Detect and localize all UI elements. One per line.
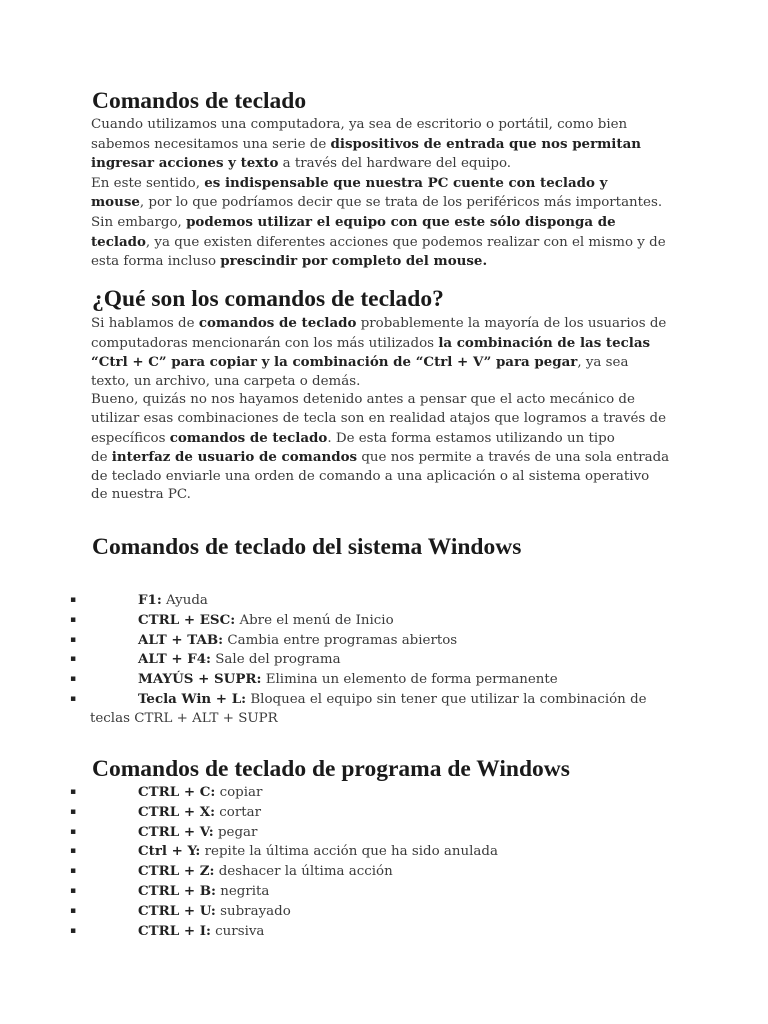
text-line [91,116,691,135]
shortcut-description: Ayuda [161,593,208,608]
text-run: , ya que existen diferentes acciones que podemos realizar con el mismo y de [145,234,666,250]
square-bullet-icon: ▪ [70,674,77,685]
square-bullet-icon: ▪ [70,826,77,837]
shortcut-description: Bloquea el equipo sin tener que utilizar la combinación de [246,691,647,707]
text-run: de teclado enviarle una orden de comando a una aplicación o al sistema operativo [91,468,650,484]
windows-program-commands-list [0,783,700,941]
command-list-item [0,631,700,651]
text-line [91,468,691,487]
text-line [91,448,691,468]
command-text [0,803,700,823]
text-line [91,252,691,272]
shortcut-description: Abre el menú de Inicio [235,612,394,628]
shortcut-key: F1: [138,592,162,608]
square-bullet-icon: ▪ [70,654,77,665]
bold-text: interfaz de usuario de comandos [111,449,358,466]
shortcut-description: deshacer la última acción [214,864,393,880]
shortcut-description: cortar [215,804,262,820]
square-bullet-icon: ▪ [70,614,77,625]
square-bullet-icon: ▪ [70,866,77,877]
text-run: de nuestra PC. [91,487,191,503]
command-list-item [0,922,700,942]
square-bullet-icon: ▪ [70,925,77,936]
command-text [0,591,700,611]
text-line [91,353,691,373]
text-run: esta forma incluso [91,254,221,270]
text-run: de [91,450,112,466]
text-run: que nos permite a través de una sola entrada [357,450,670,466]
shortcut-description: copiar [215,785,263,800]
square-bullet-icon: ▪ [70,595,77,605]
shortcut-key: Tecla Win + L: [138,690,247,707]
bold-text: “Ctrl + C” para copiar y la combinación de “Ctrl + V” para pegar [91,354,578,371]
bold-text: la combinación de las teclas [438,334,651,351]
command-text [0,611,700,631]
shortcut-description: repite la última acción que ha sido anulada [200,844,498,860]
windows-system-commands-list [0,591,700,729]
command-text [0,882,700,902]
text-run: texto, un archivo, una carpeta o demás. [91,373,361,389]
text-run: específicos [91,430,170,446]
bold-text: ingresar acciones y texto [91,155,279,172]
text-run: Sin embargo, [91,214,187,230]
shortcut-key: CTRL + ESC: [138,611,236,628]
shortcut-key: CTRL + Z: [138,863,215,880]
command-text [0,922,700,942]
text-line [91,486,691,505]
shortcut-description: pegar [213,824,258,840]
command-list-item [0,783,700,803]
text-run: Cuando utilizamos una computadora, ya sea de escritorio o portátil, como bien [91,117,628,132]
command-text [0,902,700,922]
command-list-item [0,803,700,823]
text-line [91,213,691,233]
shortcut-key: Ctrl + Y: [138,843,201,860]
bold-text: dispositivos de entrada que nos permitan [330,135,641,152]
command-text [0,631,700,651]
section-heading-windows-program: Comandos de teclado de programa de Windows [92,756,570,782]
square-bullet-icon: ▪ [70,905,77,916]
shortcut-key: CTRL + B: [138,882,216,899]
shortcut-description: Elimina un elemento de forma permanente [261,672,558,688]
shortcut-key: CTRL + X: [138,803,216,820]
page-title: Comandos de teclado [92,88,307,114]
text-run: , ya sea [577,355,629,371]
shortcut-description: Cambia entre programas abiertos [223,632,458,648]
shortcut-key: CTRL + V: [138,823,214,840]
square-bullet-icon: ▪ [70,846,77,857]
command-list-item [0,690,700,729]
text-run: En este sentido, [91,175,205,191]
text-run: a través del hardware del equipo. [278,156,512,172]
shortcut-key: CTRL + I: [138,922,211,939]
text-line [91,193,691,213]
command-text [0,650,700,670]
text-run: . De esta forma estamos utilizando un tipo [327,430,615,446]
command-list-item [0,591,700,611]
text-line [91,334,691,354]
text-line [91,391,691,410]
what-are-paragraph [91,314,691,505]
square-bullet-icon: ▪ [70,885,77,896]
shortcut-key: ALT + TAB: [138,631,224,648]
shortcut-key: MAYÚS + SUPR: [138,671,262,688]
text-line [91,135,691,155]
section-heading-windows-system: Comandos de teclado del sistema Windows [92,534,522,560]
command-list-item [0,882,700,902]
command-text [0,862,700,882]
text-line [91,314,691,334]
shortcut-description: cursiva [210,923,265,939]
text-line [91,373,691,392]
text-run: computadoras mencionarán con los más utilizados [91,335,439,351]
command-list-item [0,862,700,882]
shortcut-description: subrayado [215,903,291,919]
bold-text: es indispensable que nuestra PC cuente con teclado y [204,174,608,191]
square-bullet-icon: ▪ [70,806,77,817]
command-text [0,670,700,690]
shortcut-description: negrita [215,883,270,899]
text-line [91,174,691,194]
bold-text: mouse [91,194,140,211]
bold-text: podemos utilizar el equipo con que este sólo disponga de [186,213,616,230]
command-list-item [0,670,700,690]
square-bullet-icon: ▪ [70,693,77,704]
text-line [91,429,691,449]
text-line [91,154,691,174]
command-list-item [0,650,700,670]
text-run: utilizar esas combinaciones de tecla son en realidad atajos que logramos a través de [91,410,667,426]
bold-text: comandos de teclado [169,429,328,446]
square-bullet-icon: ▪ [70,787,77,797]
shortcut-key: CTRL + U: [138,902,216,919]
text-line [91,233,691,253]
command-list-item [0,842,700,862]
shortcut-key: ALT + F4: [138,651,211,668]
text-line [91,410,691,429]
command-text [0,783,700,803]
shortcut-key: CTRL + C: [138,784,216,800]
text-run: Si hablamos de [91,316,199,331]
bold-text: teclado [91,233,146,250]
shortcut-description-continued: teclas CTRL + ALT + SUPR [90,710,278,726]
section-heading-what-are: ¿Qué son los comandos de teclado? [92,286,444,312]
text-run: Bueno, quizás no nos hayamos detenido antes a pensar que el acto mecánico de [91,392,635,408]
bold-text: comandos de teclado [198,315,357,331]
square-bullet-icon: ▪ [70,634,77,645]
command-list-item [0,823,700,843]
command-text [0,842,700,862]
intro-paragraph [91,116,691,272]
command-list-item [0,611,700,631]
bold-text: prescindir por completo del mouse. [220,253,488,270]
command-list-item [0,902,700,922]
command-text [0,823,700,843]
command-text [0,690,700,710]
shortcut-description: Sale del programa [211,652,341,668]
text-run: sabemos necesitamos una serie de [91,136,331,152]
text-run: probablemente la mayoría de los usuarios de [356,316,667,331]
text-run: , por lo que podríamos decir que se trata de los periféricos más importantes. [139,195,663,211]
